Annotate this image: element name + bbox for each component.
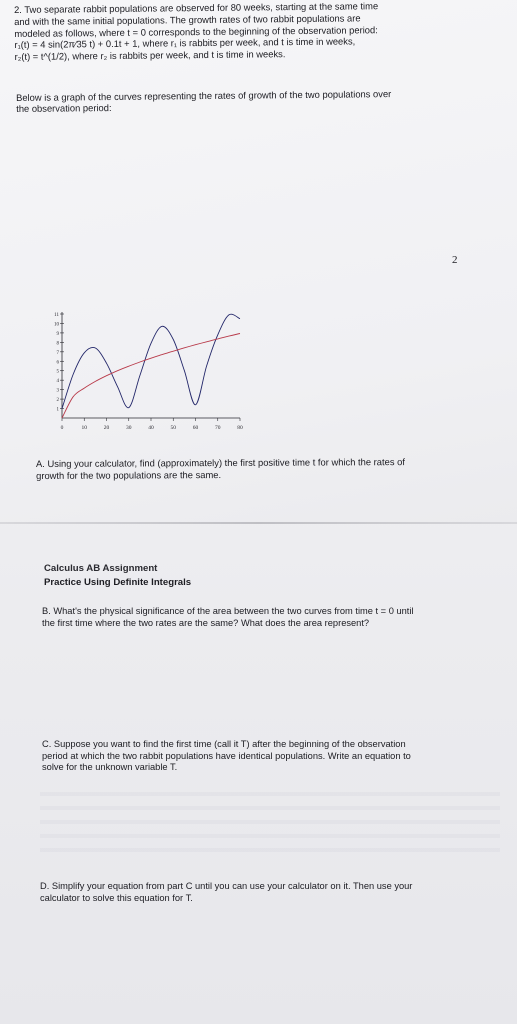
y-tick-label: 7 [56, 350, 59, 356]
q2-formula-r1: r₁(t) = 4 sin(2π⁄35 t) + 0.1t + 1, where r₁ is rabbits per week, and t is time in weeks, [14, 35, 356, 51]
y-tick-label: 1 [56, 407, 59, 413]
x-tick-label: 40 [148, 425, 154, 431]
question-2 [14, 0, 485, 63]
x-tick-label: 10 [81, 425, 87, 431]
x-tick-label: 70 [215, 425, 221, 431]
x-tick-label: 0 [60, 425, 64, 431]
part-a-line-1: A. Using your calculator, find (approximately) the first positive time t for which the rates of [36, 456, 405, 469]
part-b [42, 606, 504, 629]
page-divider [0, 522, 517, 524]
part-a-line-2: growth for the two populations are the same. [36, 468, 222, 481]
assignment-title: Practice Using Definite Integrals [44, 577, 192, 588]
y-tick-label: 5 [56, 369, 59, 375]
graph-axes [62, 312, 240, 418]
y-tick-label: 11 [54, 313, 59, 318]
assignment-header [44, 562, 191, 590]
y-tick-label: 8 [56, 341, 59, 347]
part-b-line-2: the first time where the two rates are the same? What does the area represent? [42, 617, 370, 628]
graph-series [62, 314, 240, 418]
part-d-line-1: D. Simplify your equation from part C until you can use your calculator on it. Then use your [40, 881, 413, 891]
page-number: 2 [452, 254, 458, 266]
part-c [42, 739, 504, 774]
y-tick-label: 9 [56, 331, 59, 337]
x-tick-label: 30 [126, 425, 132, 431]
q2-formula-r2: r₂(t) = t^(1/2), where r₂ is rabbits per week, and t is time in weeks. [14, 48, 286, 63]
q2-line-1: 2. Two separate rabbit populations are observed for 80 weeks, starting at the same time [14, 0, 379, 15]
course-title: Calculus AB Assignment [44, 563, 158, 574]
x-tick-label: 80 [237, 425, 243, 431]
graph-ticks [54, 313, 243, 431]
part-d-line-2: calculator to solve this equation for T. [40, 892, 193, 903]
x-tick-label: 50 [170, 425, 176, 431]
y-tick-label: 4 [56, 379, 59, 385]
part-c-line-2: period at which the two rabbit populations have identical populations. Write an equation to [42, 750, 411, 761]
y-tick-label: 10 [54, 322, 59, 328]
part-b-line-1: B. What's the physical significance of the area between the two curves from time t = 0 until [42, 606, 414, 616]
graph-intro-line-1: Below is a graph of the curves representing the rates of growth of the two populations over [16, 88, 392, 103]
part-d [40, 881, 502, 904]
x-tick-label: 20 [103, 425, 110, 431]
part-c-line-1: C. Suppose you want to find the first time (call it T) after the beginning of the observation [42, 739, 406, 749]
q2-line-2: and with the same initial populations. The growth rates of two rabbit populations are [14, 12, 361, 27]
q2-line-3: modeled as follows, where t = 0 corresponds to the beginning of the observation period: [14, 23, 378, 39]
growth-rate-graph [50, 302, 250, 438]
part-a [36, 456, 488, 482]
part-c-line-3: solve for the unknown variable T. [42, 762, 178, 773]
y-tick-label: 2 [56, 398, 59, 404]
series-line-1 [62, 314, 240, 408]
y-tick-label: 6 [56, 360, 59, 366]
y-tick-label: 3 [56, 388, 59, 394]
graph-intro-line-2: the observation period: [16, 102, 112, 115]
show-through-text [40, 782, 500, 862]
graph-intro [16, 87, 484, 115]
x-tick-label: 60 [192, 425, 199, 431]
